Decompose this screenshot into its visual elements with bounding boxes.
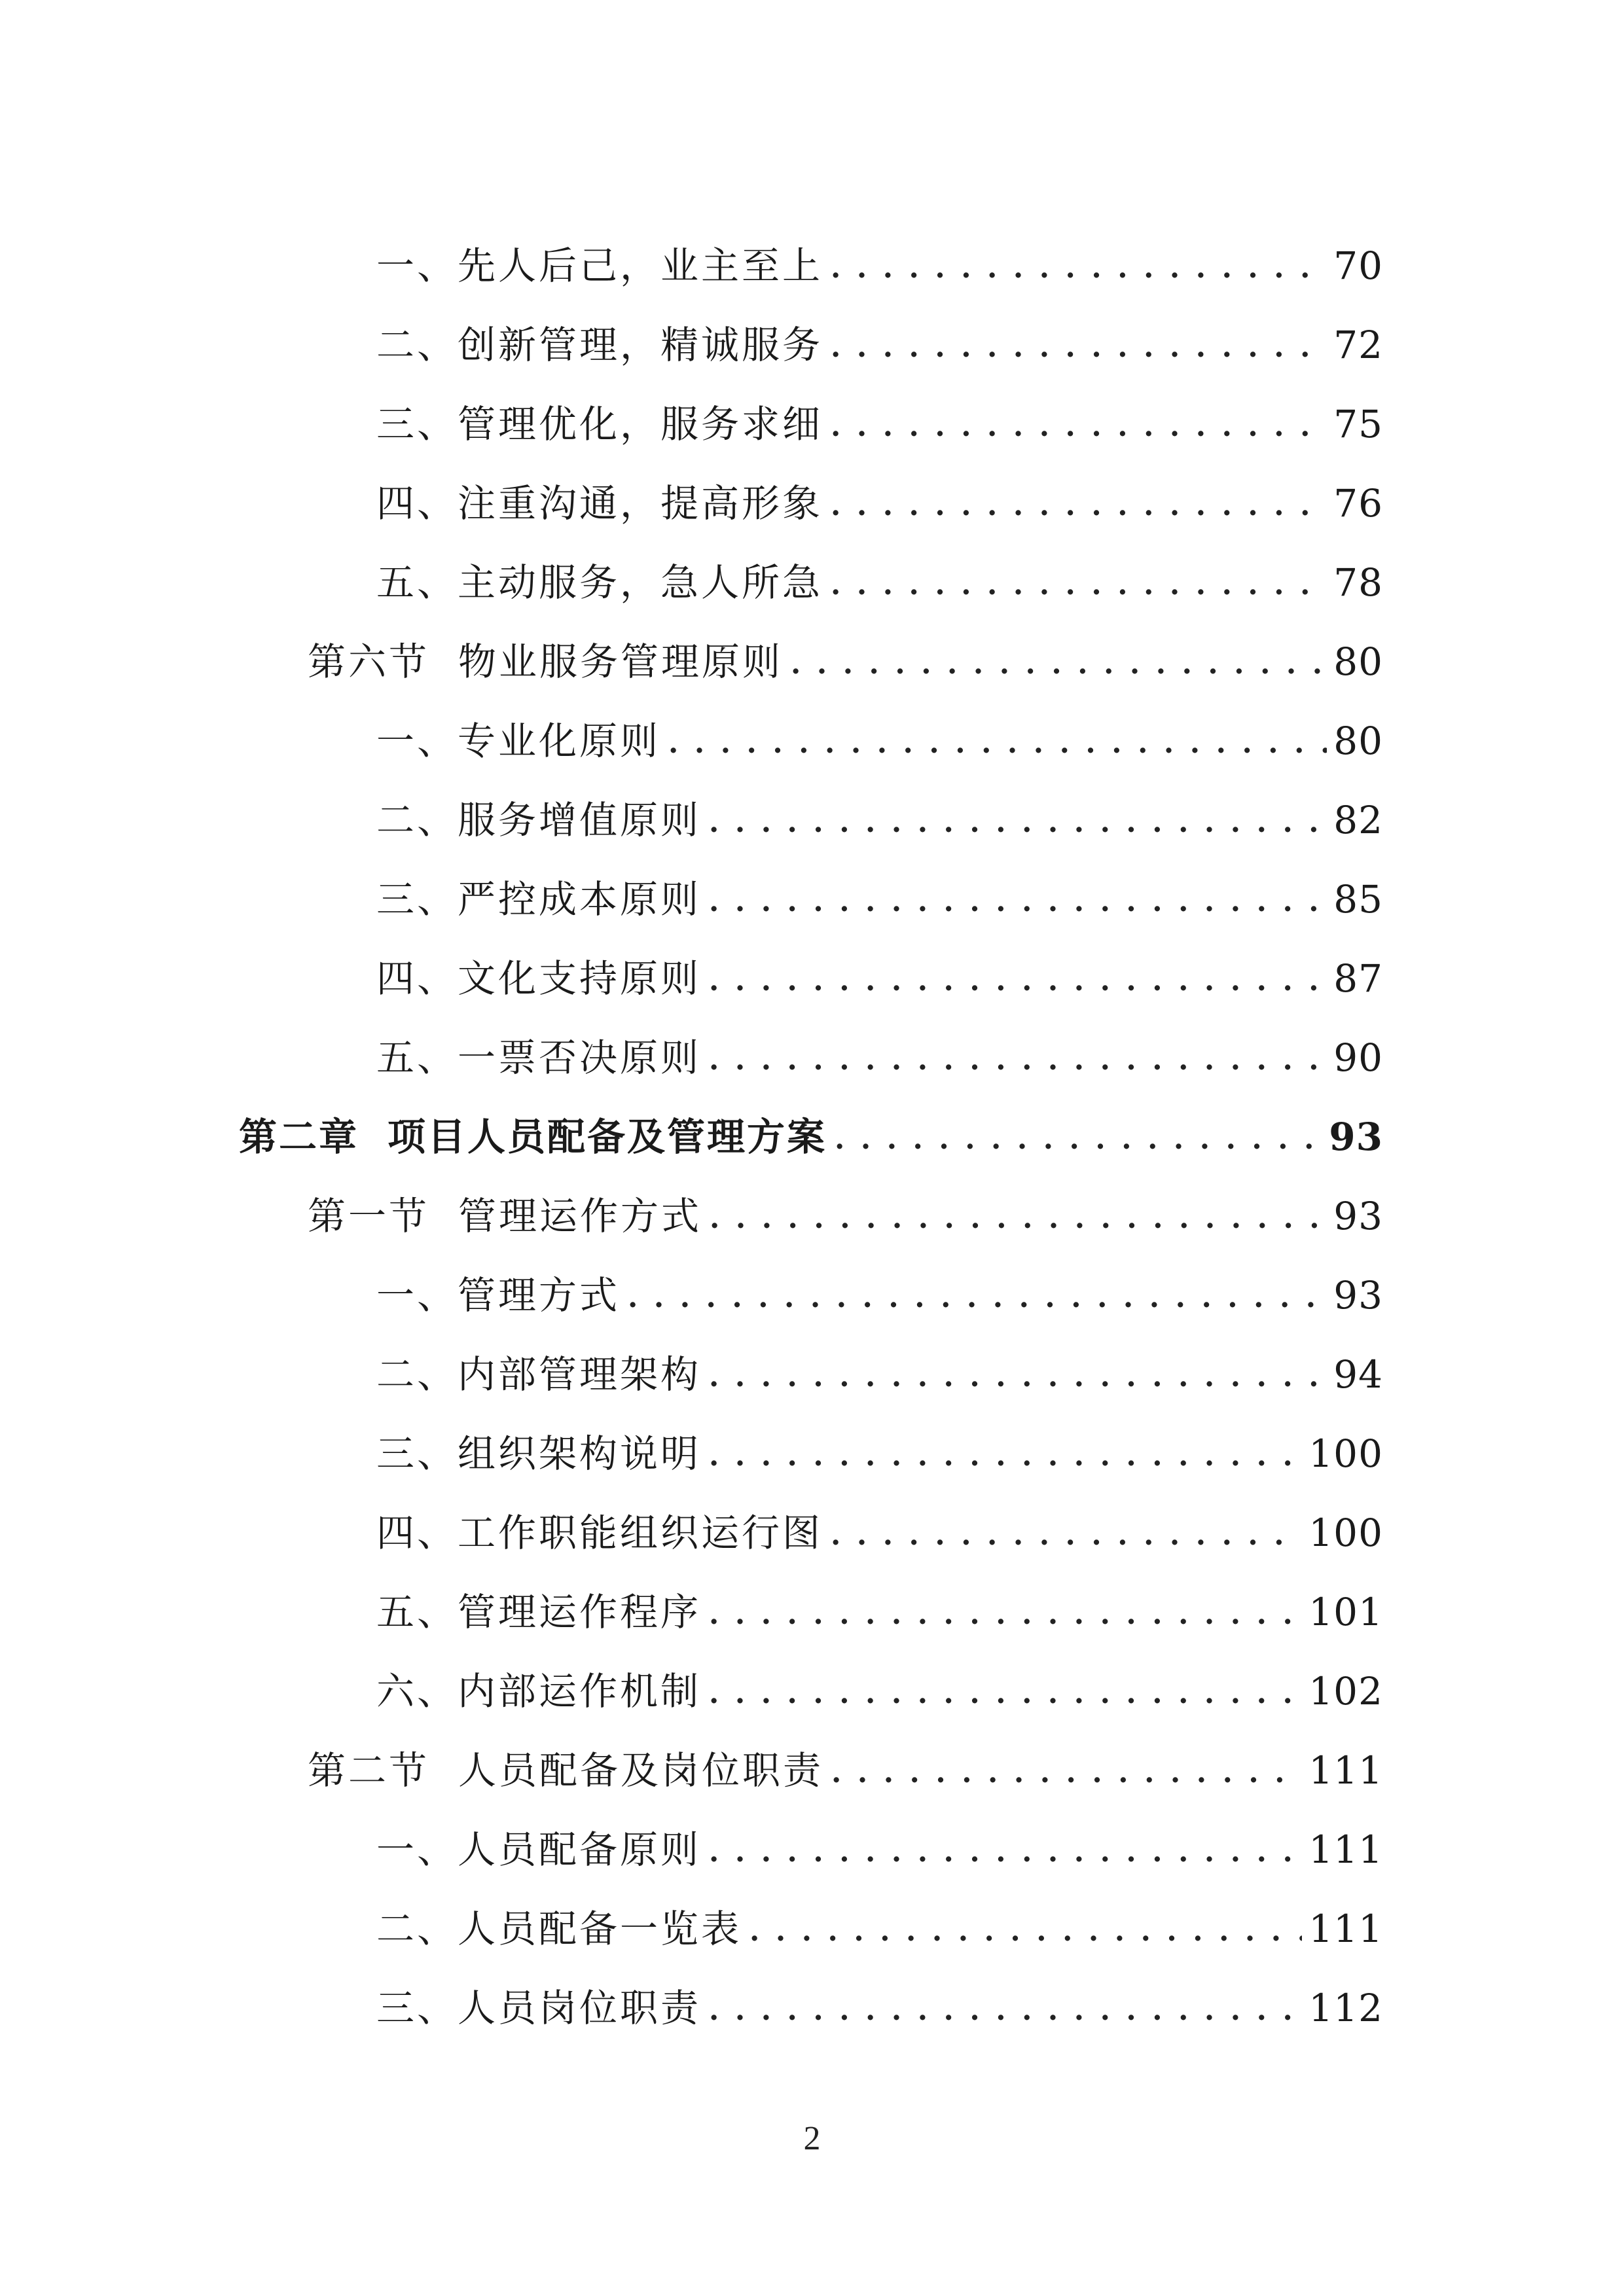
toc-entry-text: 管理方式	[458, 1273, 621, 1318]
toc-entry-text: 项目人员配备及管理方案	[388, 1115, 827, 1159]
toc-entry[interactable]	[376, 846, 1383, 922]
toc-entry-label: 四、	[376, 956, 458, 1001]
toc-entry-title	[376, 1986, 702, 2030]
toc-entry-text: 主动服务，急人所急	[458, 560, 823, 605]
toc-entry-title	[308, 1748, 824, 1793]
toc-entry-label: 三、	[376, 877, 458, 922]
toc-entry-title	[376, 243, 823, 288]
toc-entry[interactable]	[376, 925, 1383, 1001]
toc-entry-title	[376, 719, 661, 763]
toc-entry-title	[376, 481, 823, 526]
toc-dot-leader	[831, 245, 1327, 283]
toc-entry[interactable]	[376, 1797, 1383, 1872]
toc-entry-label: 第二章	[239, 1115, 359, 1159]
toc-dot-leader	[831, 1750, 1302, 1788]
toc-entry-title	[376, 956, 702, 1001]
toc-dot-leader	[709, 1592, 1302, 1630]
toc-dot-leader	[709, 958, 1327, 996]
toc-entry-text: 注重沟通，提高形象	[458, 481, 823, 526]
toc-entry[interactable]	[376, 529, 1383, 605]
toc-page-number: 72	[1333, 323, 1383, 367]
toc-entry-text: 人员配备及岗位职责	[458, 1748, 824, 1793]
toc-entry-title	[376, 1907, 742, 1951]
toc-entry[interactable]	[308, 609, 1383, 684]
toc-page-number: 80	[1333, 719, 1383, 763]
toc-dot-leader	[709, 1829, 1302, 1867]
toc-entry-text: 工作职能组织运行图	[458, 1511, 823, 1555]
toc-entry-text: 物业服务管理原则	[458, 639, 784, 684]
toc-entry-text: 人员配备一览表	[458, 1907, 742, 1951]
toc-page-number: 75	[1333, 402, 1383, 446]
toc-entry-text: 严控成本原则	[458, 877, 702, 922]
toc-entry-title	[308, 639, 784, 684]
toc-entry-label: 一、	[376, 243, 458, 288]
toc-entry-label: 第一节	[308, 1194, 430, 1238]
toc-entry-title	[376, 560, 823, 605]
toc-entry-text: 专业化原则	[458, 719, 661, 763]
toc-page-number: 102	[1308, 1669, 1383, 1713]
toc-entry-title	[376, 402, 823, 446]
toc-dot-leader	[709, 800, 1327, 838]
toc-entry[interactable]	[376, 213, 1383, 288]
toc-entry-title	[239, 1115, 827, 1159]
toc-page-number: 111	[1308, 1748, 1383, 1793]
toc-entry-text: 人员岗位职责	[458, 1986, 702, 2030]
toc-entry-label: 四、	[376, 1511, 458, 1555]
toc-entry[interactable]	[376, 1480, 1383, 1555]
toc-page-number: 94	[1333, 1352, 1383, 1397]
toc-entry-title	[376, 798, 702, 842]
toc-dot-leader	[709, 1671, 1302, 1709]
toc-entry-label: 第六节	[308, 639, 430, 684]
toc-page-number: 93	[1329, 1115, 1383, 1159]
toc-page-number: 112	[1308, 1986, 1383, 2030]
toc-entry[interactable]	[376, 1321, 1383, 1397]
toc-entry-label: 六、	[376, 1669, 458, 1713]
toc-entry-text: 一票否决原则	[458, 1035, 702, 1080]
toc-entry-title	[376, 323, 823, 367]
toc-entry-title	[376, 1273, 621, 1318]
toc-entry-label: 四、	[376, 481, 458, 526]
toc-entry-label: 第二节	[308, 1748, 430, 1793]
toc-page-number: 78	[1333, 560, 1383, 605]
toc-page-number: 93	[1333, 1273, 1383, 1318]
page-number: 2	[803, 2120, 821, 2157]
toc-entry-title	[376, 1035, 702, 1080]
toc-entry-label: 二、	[376, 1352, 458, 1397]
toc-entry-label: 一、	[376, 719, 458, 763]
toc-page-number: 111	[1308, 1827, 1383, 1872]
toc-entry-label: 五、	[376, 1590, 458, 1634]
toc-dot-leader	[835, 1117, 1322, 1155]
toc-dot-leader	[709, 1433, 1302, 1471]
toc-entry[interactable]	[376, 688, 1383, 763]
toc-entry-title	[376, 877, 702, 922]
toc-entry-label: 一、	[376, 1273, 458, 1318]
toc-page-number: 76	[1333, 481, 1383, 526]
toc-entry[interactable]	[376, 767, 1383, 842]
toc-entry[interactable]	[376, 1955, 1383, 2030]
toc-entry-text: 人员配备原则	[458, 1827, 702, 1872]
toc-dot-leader	[791, 641, 1327, 679]
toc-page-number: 70	[1333, 243, 1383, 288]
toc-page-number: 100	[1308, 1431, 1383, 1476]
toc-entry[interactable]	[376, 1242, 1383, 1318]
toc-entry-text: 创新管理，精诚服务	[458, 323, 823, 367]
toc-page-number: 90	[1333, 1035, 1383, 1080]
toc-entry[interactable]	[239, 1084, 1383, 1159]
toc-entry[interactable]	[376, 1401, 1383, 1476]
toc-entry-text: 组织架构说明	[458, 1431, 702, 1476]
toc-dot-leader	[749, 1909, 1302, 1946]
toc-page-number: 111	[1308, 1907, 1383, 1951]
toc-entry-title	[376, 1431, 702, 1476]
toc-entry-title	[376, 1352, 702, 1397]
toc-dot-leader	[668, 721, 1327, 759]
toc-dot-leader	[710, 1196, 1327, 1234]
toc-page-number: 100	[1308, 1511, 1383, 1555]
toc-page-number: 87	[1333, 956, 1383, 1001]
toc-entry-text: 先人后己，业主至上	[458, 243, 823, 288]
toc-entry-title	[376, 1590, 702, 1634]
toc-dot-leader	[709, 1354, 1327, 1392]
toc-entry-label: 五、	[376, 560, 458, 605]
toc-entry[interactable]	[376, 371, 1383, 446]
toc-entry[interactable]	[376, 292, 1383, 367]
toc-entry[interactable]	[308, 1717, 1383, 1793]
toc-entry-label: 二、	[376, 1907, 458, 1951]
toc-dot-leader	[831, 483, 1327, 521]
toc-page-number: 85	[1333, 877, 1383, 922]
toc-page-number: 101	[1308, 1590, 1383, 1634]
toc-page-number: 82	[1333, 798, 1383, 842]
toc-page-number: 93	[1333, 1194, 1383, 1238]
toc-entry-label: 五、	[376, 1035, 458, 1080]
toc-entry-text: 文化支持原则	[458, 956, 702, 1001]
toc-entry-text: 管理优化，服务求细	[458, 402, 823, 446]
toc-dot-leader	[709, 879, 1327, 917]
toc-entry-title	[376, 1511, 823, 1555]
toc-entry[interactable]	[376, 1876, 1383, 1951]
toc-entry-title	[376, 1669, 702, 1713]
toc-entry-text: 管理运作程序	[458, 1590, 702, 1634]
toc-entry-text: 内部运作机制	[458, 1669, 702, 1713]
toc-entry[interactable]	[376, 1559, 1383, 1634]
toc-entry-text: 服务增值原则	[458, 798, 702, 842]
toc-entry-label: 二、	[376, 323, 458, 367]
toc-entry-title	[376, 1827, 702, 1872]
toc-entry-text: 管理运作方式	[458, 1194, 702, 1238]
toc-entry-label: 二、	[376, 798, 458, 842]
toc-dot-leader	[831, 404, 1327, 442]
toc-dot-leader	[831, 1513, 1302, 1551]
toc-page-number: 80	[1333, 639, 1383, 684]
toc-dot-leader	[709, 1988, 1302, 2026]
toc-entry-text: 内部管理架构	[458, 1352, 702, 1397]
toc-entry-label: 三、	[376, 1431, 458, 1476]
toc-dot-leader	[831, 562, 1327, 600]
toc-dot-leader	[628, 1275, 1327, 1313]
toc-entry[interactable]	[308, 1163, 1383, 1238]
toc-entry-label: 一、	[376, 1827, 458, 1872]
toc-dot-leader	[831, 325, 1327, 363]
toc-entry[interactable]	[376, 1638, 1383, 1713]
toc-entry[interactable]	[376, 450, 1383, 526]
toc-entry[interactable]	[376, 1005, 1383, 1080]
toc-dot-leader	[709, 1037, 1327, 1075]
toc-entry-title	[308, 1194, 702, 1238]
toc-entry-label: 三、	[376, 1986, 458, 2030]
toc-entry-label: 三、	[376, 402, 458, 446]
